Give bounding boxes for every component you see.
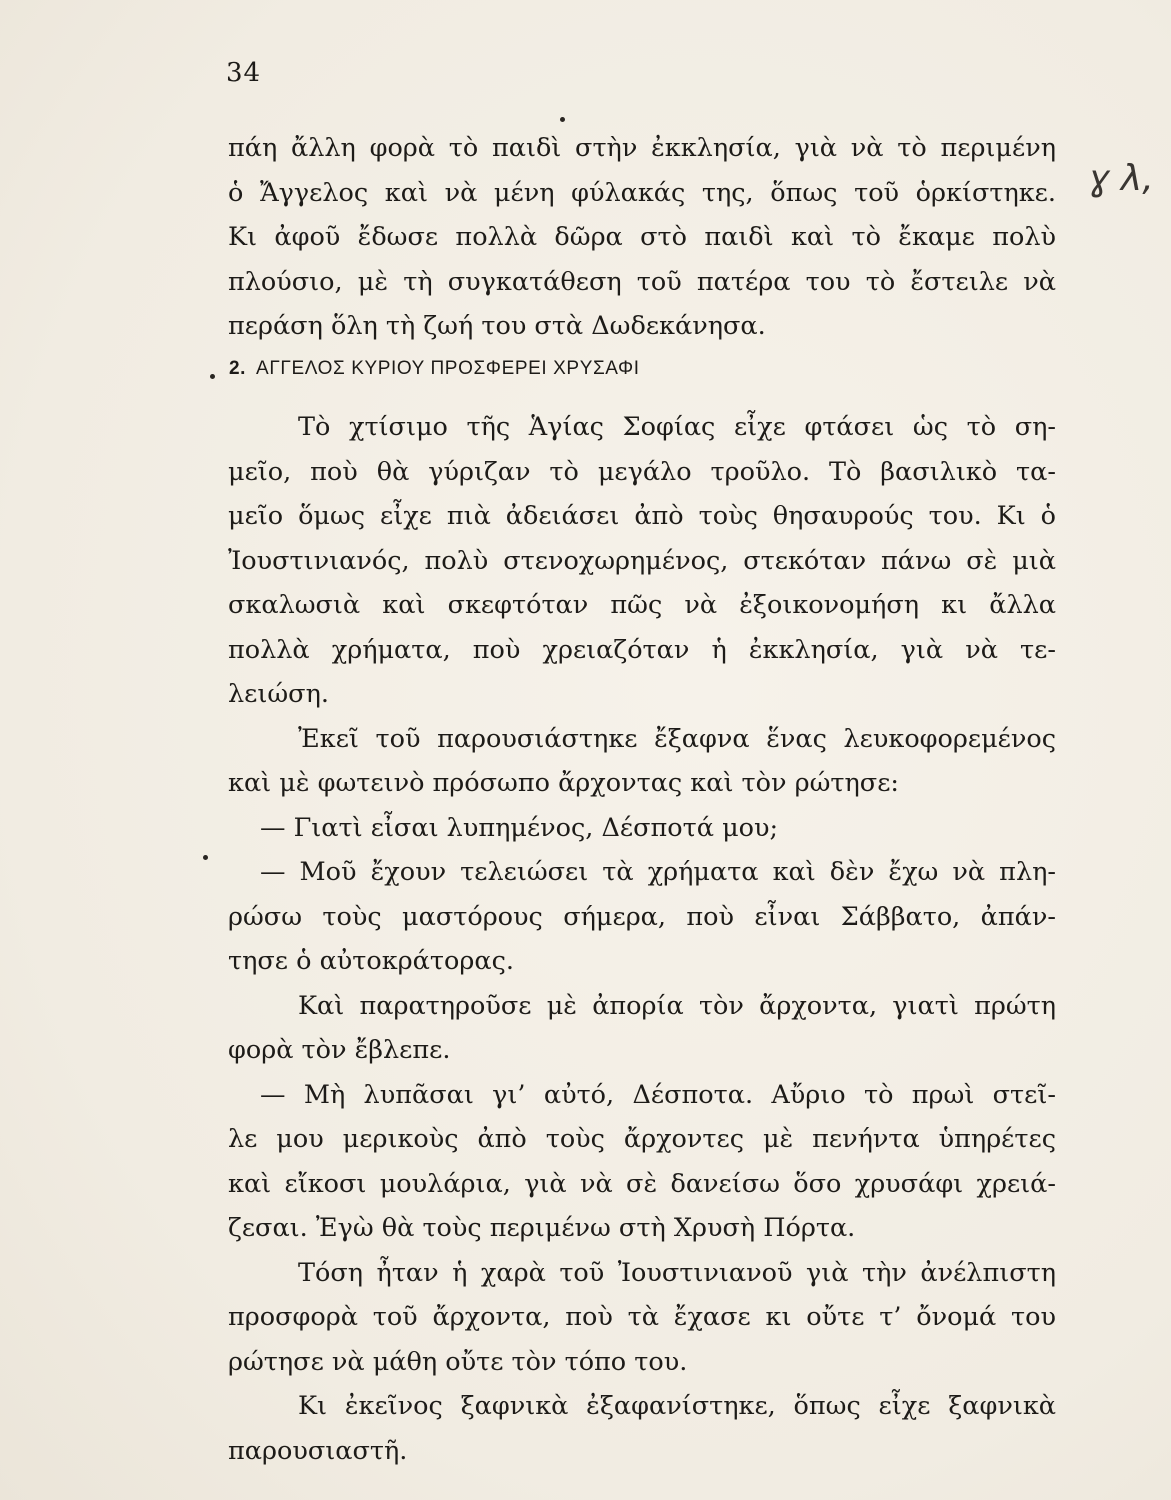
text-line: πάη ἄλλη φορὰ τὸ παιδὶ στὴν ἐκκλησία, γιὰ νὰ τὸ περιμένη	[228, 133, 1056, 163]
text-line: πλούσιο, μὲ τὴ συγκατάθεση τοῦ πατέρα του τὸ ἔστειλε νὰ	[228, 266, 1056, 297]
text-line: μεῖο ὅμως εἶχε πιὰ ἀδειάσει ἀπὸ τοὺς θησαυρούς του. Κι ὁ	[228, 501, 1056, 531]
text-line: Κι ἐκεῖνος ξαφνικὰ ἐξαφανίστηκε, ὅπως εἶχε ξαφνικὰ	[298, 1391, 1056, 1421]
text-line: Ἰουστινιανός, πολὺ στενοχωρημένος, στεκόταν πάνω σὲ μιὰ	[228, 545, 1056, 576]
section-number: 2.	[229, 358, 247, 379]
text-line: παρουσιαστῆ.	[228, 1435, 408, 1466]
section-heading	[229, 358, 640, 380]
text-line: καὶ εἴκοσι μουλάρια, γιὰ νὰ σὲ δανείσω ὅσο χρυσάφι χρειά-	[228, 1168, 1056, 1199]
text-line: τησε ὁ αὐτοκράτορας.	[228, 946, 514, 976]
text-line: Κι ἀφοῦ ἔδωσε πολλὰ δῶρα στὸ παιδὶ καὶ τὸ ἔκαμε πολὺ	[228, 222, 1056, 252]
dialogue-line: — Μὴ λυπᾶσαι γι’ αὐτό, Δέσποτα. Αὔριο τὸ πρωὶ στεῖ-	[260, 1079, 1056, 1110]
intro-paragraph	[228, 126, 1056, 349]
text-line: ρώτησε νὰ μάθη οὔτε τὸν τόπο του.	[228, 1346, 688, 1377]
dialogue-line: — Γιατὶ εἶσαι λυπημένος, Δέσποτά μου;	[260, 812, 779, 843]
text-line: περάση ὅλη τὴ ζωή του στὰ Δωδεκάνησα.	[228, 311, 766, 341]
text-line: Τὸ χτίσιμο τῆς Ἁγίας Σοφίας εἶχε φτάσει ὡς τὸ ση-	[298, 412, 1056, 442]
text-line: λε μου μερικοὺς ἀπὸ τοὺς ἄρχοντες μὲ πενήντα ὑπηρέτες	[228, 1124, 1056, 1154]
story-body	[228, 405, 1056, 1473]
ink-dot	[560, 117, 565, 122]
text-line: προσφορὰ τοῦ ἄρχοντα, ποὺ τὰ ἔχασε κι οὔτε τ’ ὄνομά του	[228, 1302, 1056, 1332]
text-line: ζεσαι. Ἐγὼ θὰ τοὺς περιμένω στὴ Χρυσὴ Πόρτα.	[228, 1213, 856, 1243]
text-line: μεῖο, ποὺ θὰ γύριζαν τὸ μεγάλο τροῦλο. Τὸ βασιλικὸ τα-	[228, 456, 1056, 487]
text-line: καὶ μὲ φωτεινὸ πρόσωπο ἄρχοντας καὶ τὸν ρώτησε:	[228, 768, 900, 798]
text-line: Ἐκεῖ τοῦ παρουσιάστηκε ἔξαφνα ἕνας λευκοφορεμένος	[298, 723, 1056, 754]
dialogue-line: — Μοῦ ἔχουν τελειώσει τὰ χρήματα καὶ δὲν ἔχω νὰ πλη-	[260, 857, 1056, 887]
text-line: ρώσω τοὺς μαστόρους σήμερα, ποὺ εἶναι Σάββατο, ἀπάν-	[228, 901, 1056, 932]
text-line: Τόση ἦταν ἡ χαρὰ τοῦ Ἰουστινιανοῦ γιὰ τὴν ἀνέλπιστη	[298, 1257, 1056, 1288]
handwritten-margin-note: ɣ λ,	[1088, 158, 1154, 199]
text-line: λειώση.	[228, 679, 329, 709]
text-line: ὁ Ἄγγελος καὶ νὰ μένη φύλακάς της, ὅπως τοῦ ὁρκίστηκε.	[228, 177, 1056, 208]
text-line: πολλὰ χρήματα, ποὺ χρειαζόταν ἡ ἐκκλησία, γιὰ νὰ τε-	[228, 634, 1056, 665]
ink-dot	[210, 374, 215, 379]
section-title: ΑΓΓΕΛΟΣ ΚΥΡΙΟΥ ΠΡΟΣΦΕΡΕΙ ΧΡΥΣΑΦΙ	[256, 358, 640, 379]
page-number: 34	[226, 58, 262, 88]
ink-dot	[203, 855, 208, 860]
text-line: Καὶ παρατηροῦσε μὲ ἀπορία τὸν ἄρχοντα, γιατὶ πρώτη	[298, 990, 1056, 1021]
text-line: φορὰ τὸν ἔβλεπε.	[228, 1035, 451, 1065]
text-line: σκαλωσιὰ καὶ σκεφτόταν πῶς νὰ ἐξοικονομήση κι ἄλλα	[228, 590, 1056, 620]
